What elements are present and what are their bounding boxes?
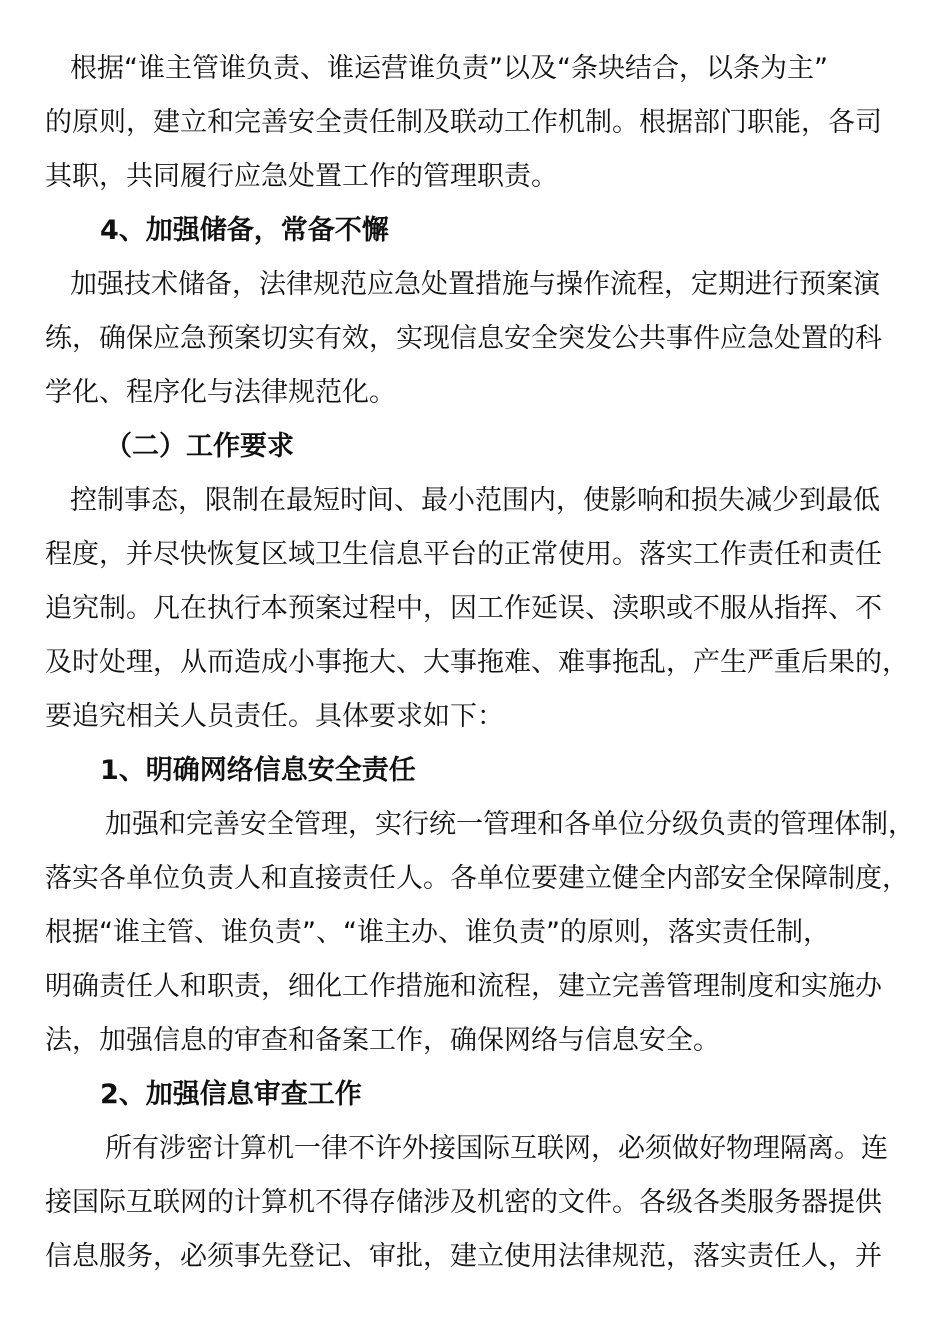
body-text-line: 明确责任人和职责，细化工作措施和流程，建立完善管理制度和实施办 — [45, 971, 882, 1002]
body-text-line: 及时处理，从而造成小事拖大、大事拖难、难事拖乱，产生严重后果的， — [45, 647, 909, 678]
body-text-line: 追究制。凡在执行本预案过程中，因工作延误、渎职或不服从指挥、不 — [45, 593, 882, 624]
body-text-line: 的原则，建立和完善安全责任制及联动工作机制。根据部门职能，各司 — [45, 107, 882, 138]
body-text-line: 程度，并尽快恢复区域卫生信息平台的正常使用。落实工作责任和责任 — [45, 539, 882, 570]
body-text-line: 信息服务，必须事先登记、审批，建立使用法律规范，落实责任人，并 — [45, 1241, 882, 1272]
body-text-line: 其职，共同履行应急处置工作的管理职责。 — [45, 161, 558, 192]
body-text-line: 落实各单位负责人和直接责任人。各单位要建立健全内部安全保障制度， — [45, 863, 909, 894]
section-heading: （二）工作要求 — [105, 431, 294, 462]
body-text-line: 根据“谁主管、谁负责”、“谁主办、谁负责”的原则，落实责任制， — [45, 917, 830, 948]
section-heading: 4、加强储备，常备不懈 — [100, 215, 389, 246]
body-text-line: 要追究相关人员责任。具体要求如下： — [45, 701, 504, 732]
section-heading: 1、明确网络信息安全责任 — [100, 755, 416, 786]
body-text-line: 加强和完善安全管理，实行统一管理和各单位分级负责的管理体制， — [105, 809, 915, 840]
body-text-line: 法，加强信息的审查和备案工作，确保网络与信息安全。 — [45, 1025, 720, 1056]
body-text-line: 控制事态，限制在最短时间、最小范围内，使影响和损失减少到最低 — [70, 485, 880, 516]
body-text-line: 练，确保应急预案切实有效，实现信息安全突发公共事件应急处置的科 — [45, 323, 882, 354]
body-text-line: 根据“谁主管谁负责、谁运营谁负责”以及“条块结合，以条为主” — [70, 53, 828, 84]
section-heading: 2、加强信息审查工作 — [100, 1079, 362, 1110]
body-text-line: 所有涉密计算机一律不许外接国际互联网，必须做好物理隔离。连 — [105, 1133, 888, 1164]
body-text-line: 加强技术储备，法律规范应急处置措施与操作流程，定期进行预案演 — [70, 269, 880, 300]
body-text-line: 接国际互联网的计算机不得存储涉及机密的文件。各级各类服务器提供 — [45, 1187, 882, 1218]
body-text-line: 学化、程序化与法律规范化。 — [45, 377, 396, 408]
